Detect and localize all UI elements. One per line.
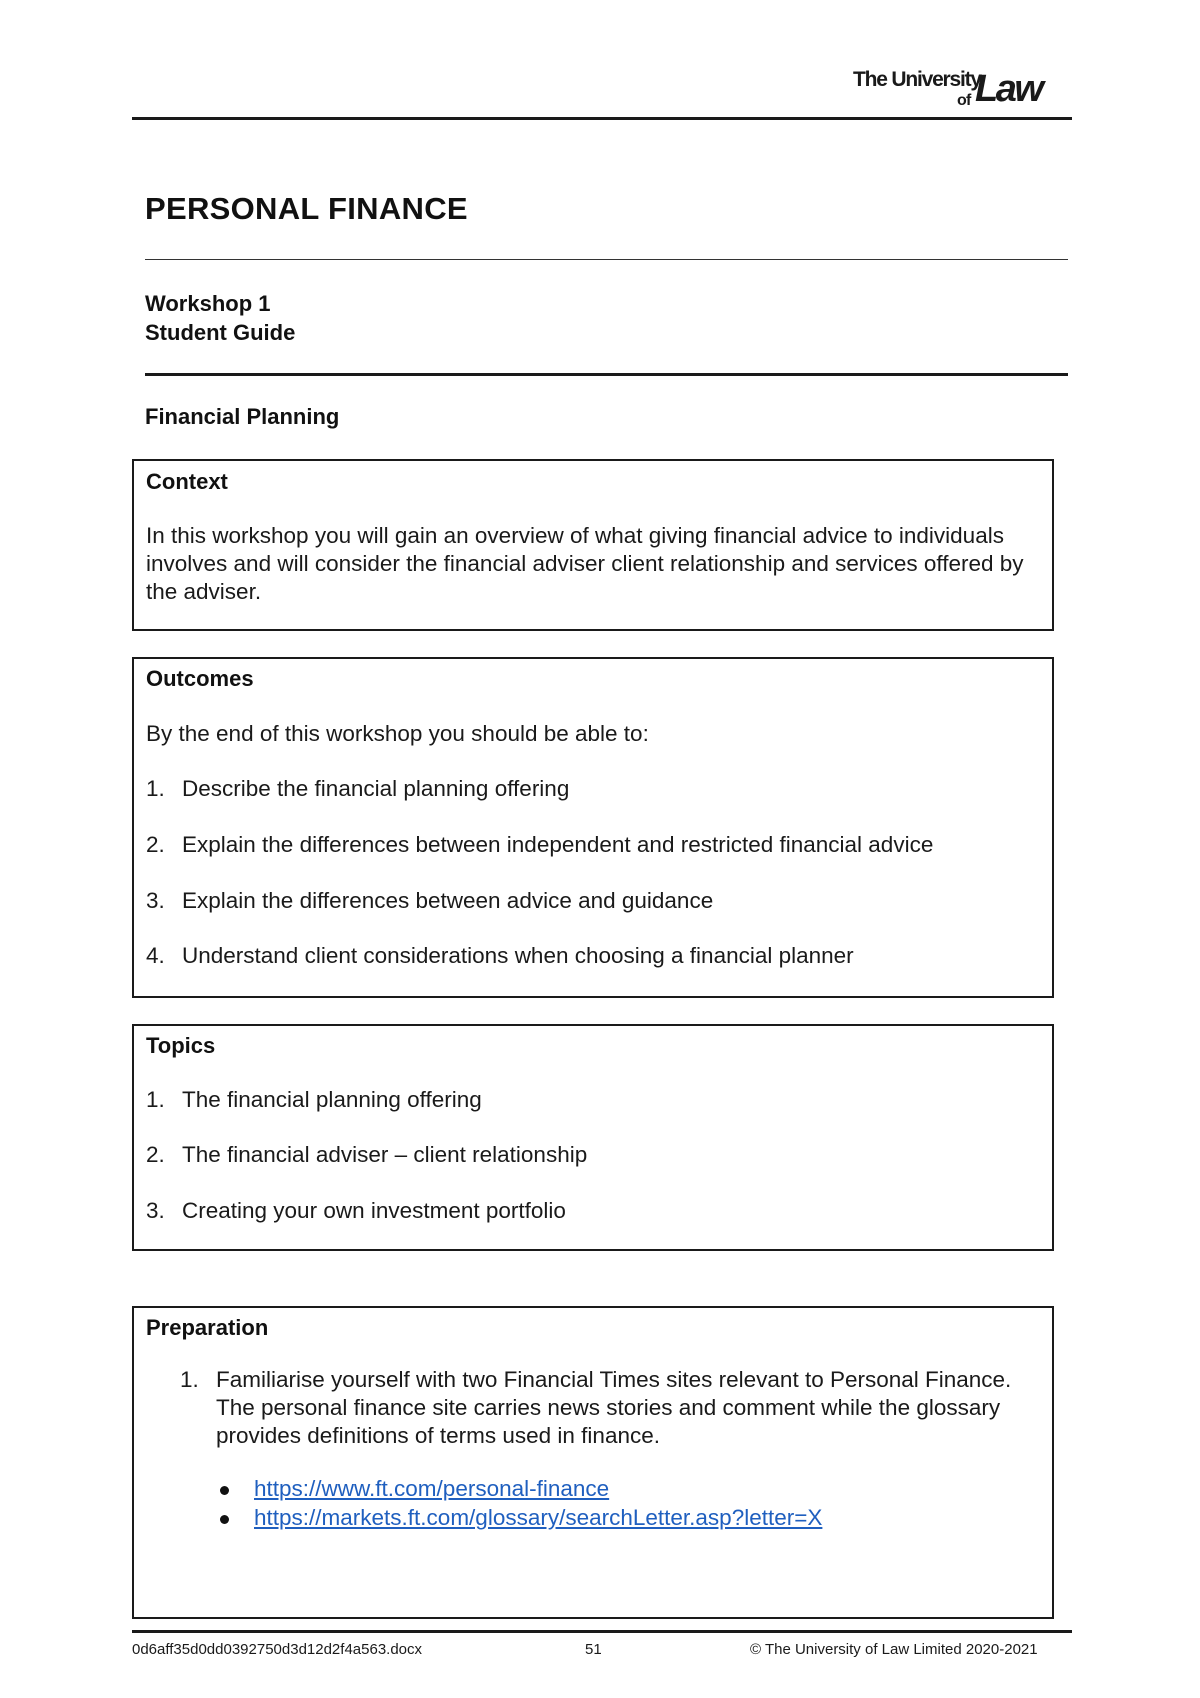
list-text: The financial planning offering	[182, 1087, 482, 1112]
list-text: Creating your own investment portfolio	[182, 1198, 566, 1223]
outcomes-box	[132, 657, 1054, 998]
topics-box	[132, 1024, 1054, 1251]
list-number: 2.	[146, 832, 165, 857]
footer-page-number: 51	[585, 1641, 602, 1658]
context-body: In this workshop you will gain an overview of what giving financial advice to individuals involves and will consider the financial adviser client relationship and services offered by the adviser.	[146, 523, 1024, 604]
preparation-text: Familiarise yourself with two Financial Times sites relevant to Personal Finance. The personal finance site carries news stories and comment while the glossary provides definitions of terms used in finance.	[216, 1367, 1012, 1448]
topics-title: Topics	[146, 1033, 216, 1058]
list-number: 2.	[146, 1142, 165, 1167]
list-number: 1.	[180, 1367, 199, 1392]
bullet-icon	[220, 1515, 229, 1524]
logo-text-of: of	[957, 92, 971, 109]
logo-text-law: Law	[975, 68, 1042, 110]
bullet-icon	[220, 1486, 229, 1495]
context-title: Context	[146, 469, 228, 494]
list-number: 3.	[146, 888, 165, 913]
footer-divider	[132, 1630, 1072, 1633]
ft-personal-finance-link[interactable]: https://www.ft.com/personal-finance	[254, 1476, 610, 1501]
list-text: Describe the financial planning offering	[182, 776, 570, 801]
workshop-heading	[145, 289, 295, 347]
list-text: Explain the differences between advice and guidance	[182, 888, 714, 913]
ft-glossary-link[interactable]: https://markets.ft.com/glossary/searchLetter.asp?letter=X	[254, 1505, 823, 1530]
header-divider	[132, 117, 1072, 120]
context-box	[132, 459, 1054, 631]
preparation-title: Preparation	[146, 1315, 269, 1340]
outcomes-intro: By the end of this workshop you should be able to:	[146, 721, 649, 746]
workshop-subtitle: Student Guide	[145, 320, 296, 345]
section-heading: Financial Planning	[145, 404, 340, 429]
list-number: 1.	[146, 776, 165, 801]
list-number: 4.	[146, 943, 165, 968]
preparation-item	[180, 1366, 1020, 1450]
university-logo	[853, 66, 1063, 108]
footer-filename: 0d6aff35d0dd0392750d3d12d2f4a563.docx	[132, 1641, 423, 1658]
logo-text-university: The University	[853, 68, 981, 91]
document-title: PERSONAL FINANCE	[145, 191, 468, 226]
guide-divider	[145, 373, 1068, 376]
footer-copyright: © The University of Law Limited 2020-2021	[750, 1641, 1038, 1658]
list-text: The financial adviser – client relationship	[182, 1142, 588, 1167]
workshop-number: Workshop 1	[145, 291, 271, 316]
list-text: Explain the differences between independent and restricted financial advice	[182, 832, 934, 857]
list-number: 1.	[146, 1087, 165, 1112]
preparation-box	[132, 1306, 1054, 1619]
title-divider	[145, 259, 1068, 260]
list-text: Understand client considerations when choosing a financial planner	[182, 943, 854, 968]
list-number: 3.	[146, 1198, 165, 1223]
outcomes-title: Outcomes	[146, 666, 254, 691]
